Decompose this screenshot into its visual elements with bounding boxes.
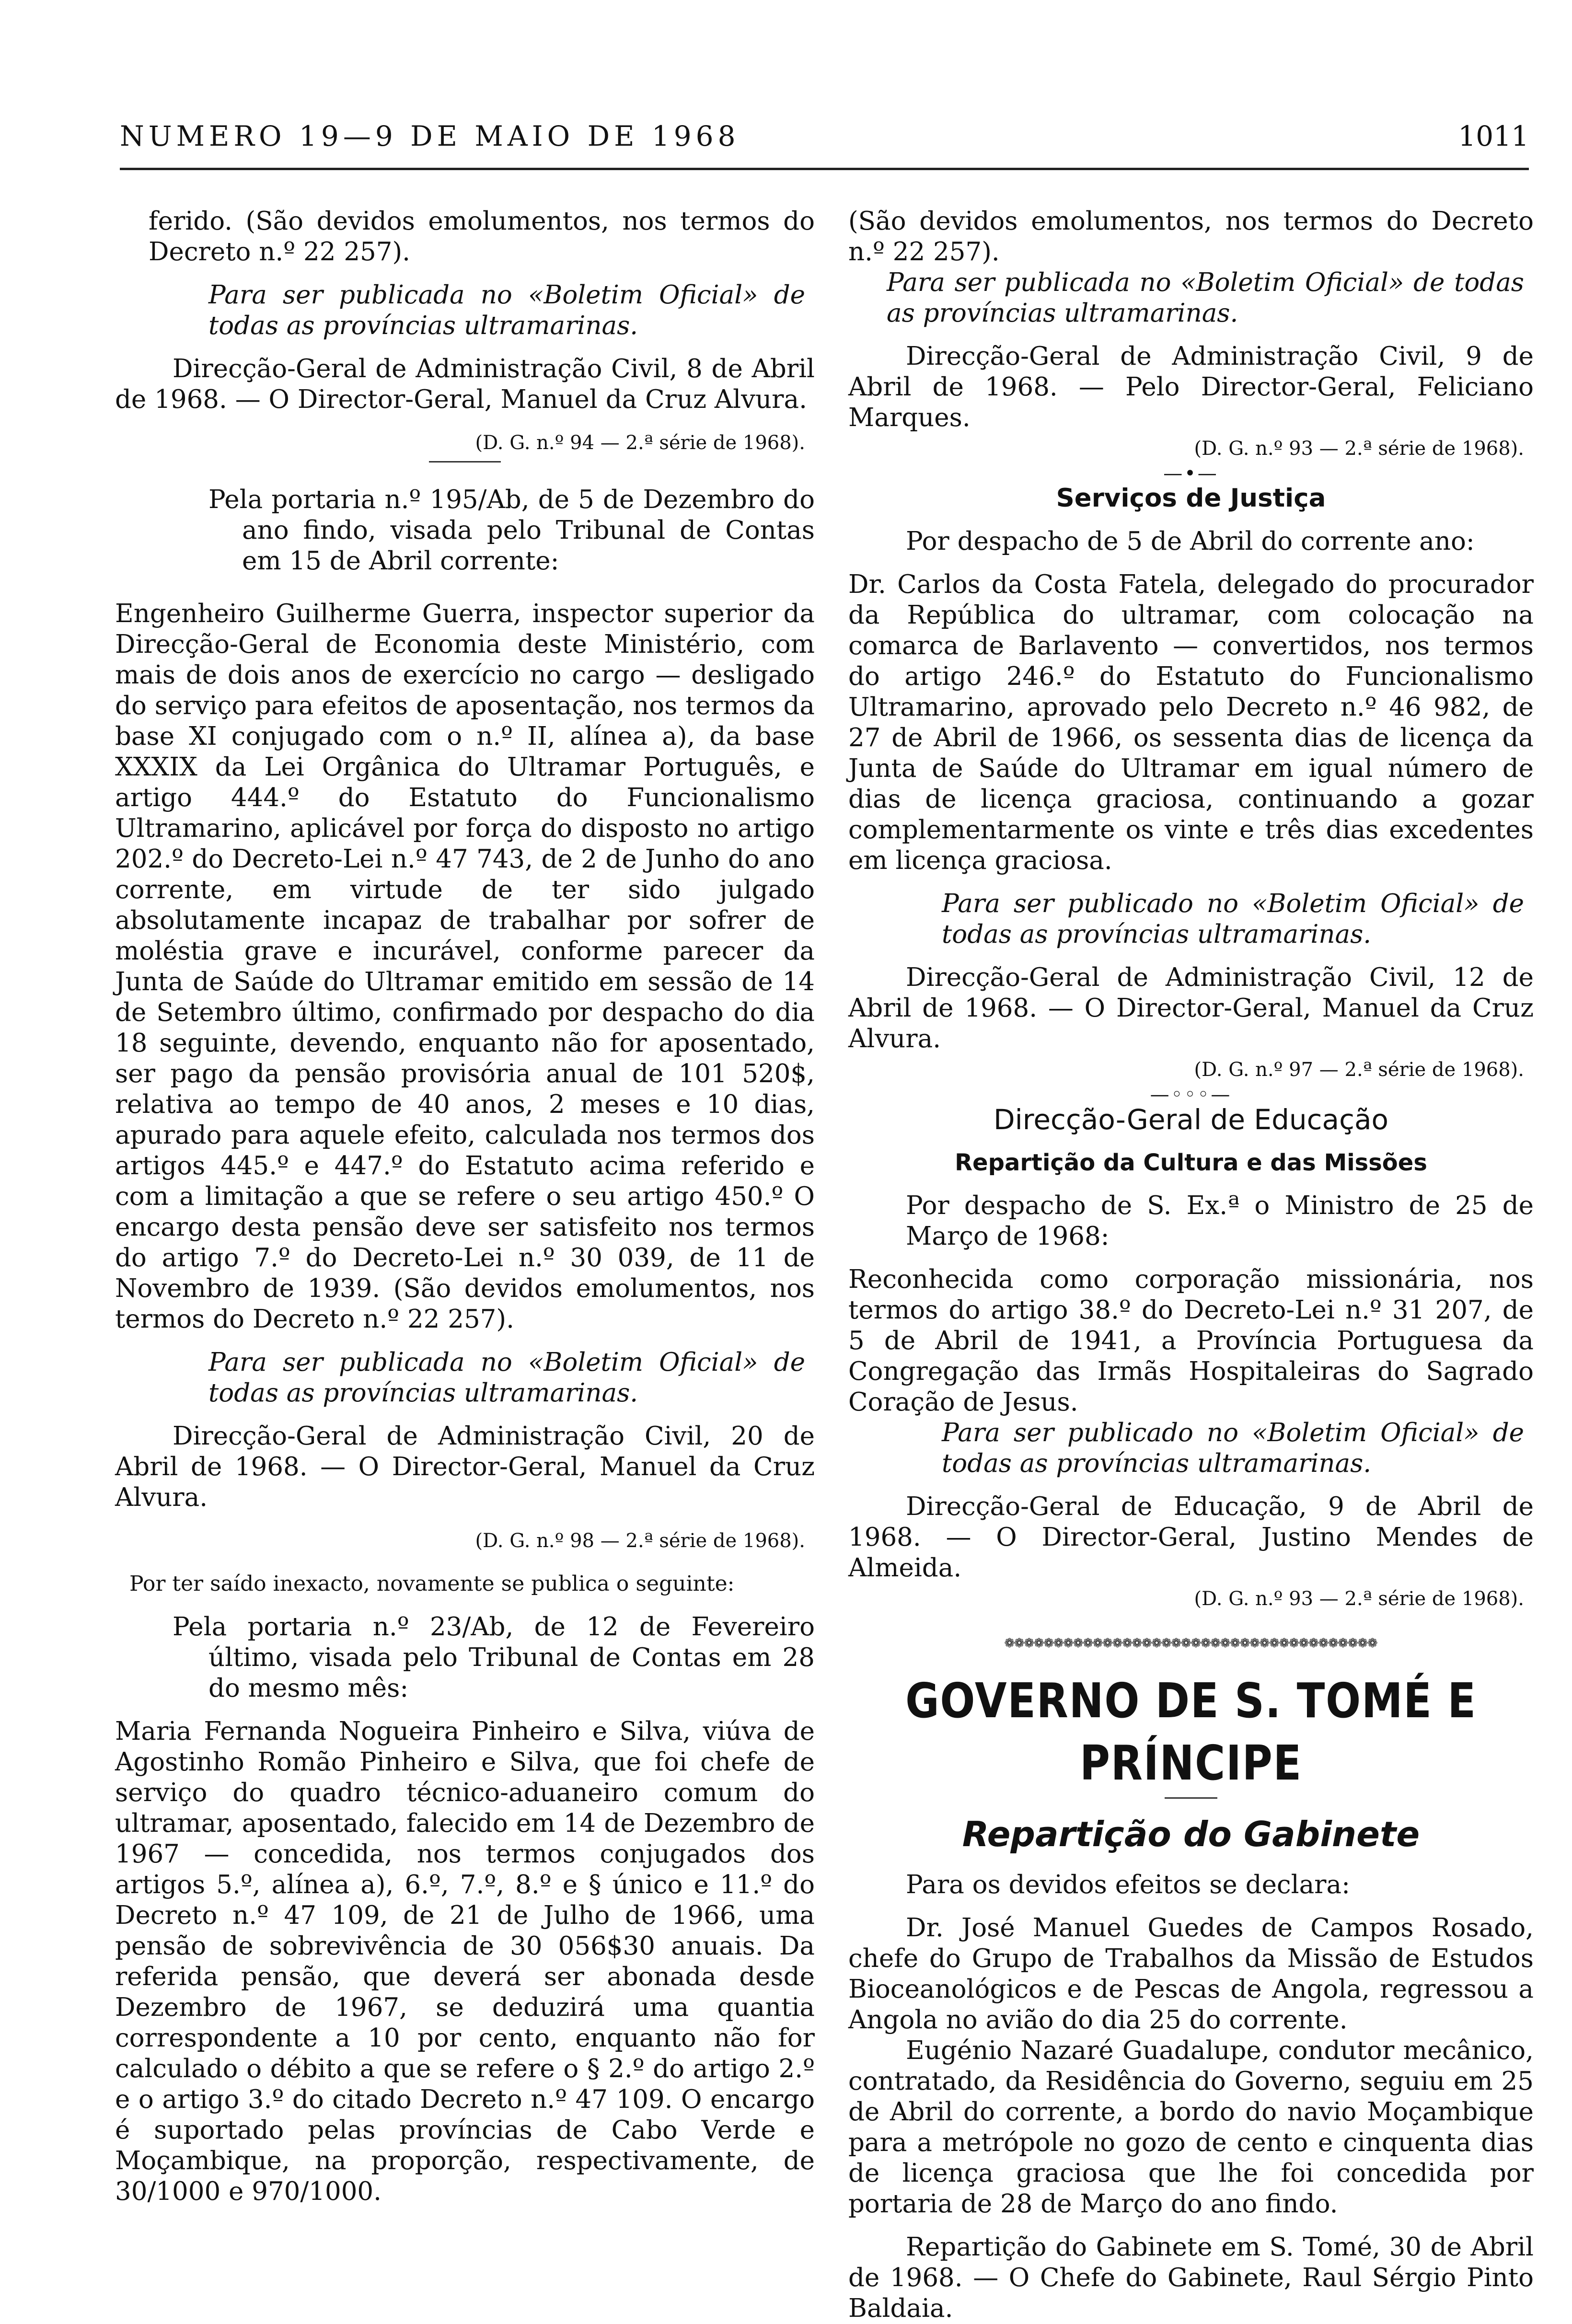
signature-line: Direcção-Geral de Administração Civil, 20 de Abril de 1968. — O Director-Geral, Manuel da Cruz Alvura.: [115, 1422, 815, 1512]
right-column: [848, 206, 1534, 2324]
signature-line: Direcção-Geral de Administração Civil, 8 de Abril de 1968. — O Director-Geral, Manuel da Cruz Alvura.: [115, 354, 815, 414]
publication-note: Para ser publicado no «Boletim Oficial» de todas as províncias ultramarinas.: [942, 1418, 1524, 1478]
gazette-citation: (D. G. n.º 97 — 2.ª série de 1968).: [1194, 1059, 1524, 1081]
portaria-intro: Pela portaria n.º 195/Ab, de 5 de Dezembro do ano findo, visada pelo Tribunal de Contas em 15 de Abril corrente:: [208, 485, 815, 576]
header-rule: [120, 168, 1529, 170]
office-title: Repartição do Gabinete: [962, 1814, 1420, 1854]
despacho-intro: Por despacho de 5 de Abril do corrente ano:: [906, 527, 1475, 556]
ornament-dash: —•—: [1163, 462, 1219, 485]
publication-note: Para ser publicada no «Boletim Oficial» de todas as províncias ultramarinas.: [887, 268, 1524, 328]
publication-note: Para ser publicada no «Boletim Oficial» de todas as províncias ultramarinas.: [208, 1348, 805, 1408]
reprint-note: Por ter saído inexacto, novamente se publica o seguinte:: [129, 1572, 735, 1596]
publication-note: Para ser publicado no «Boletim Oficial» de todas as províncias ultramarinas.: [942, 889, 1524, 949]
gazette-citation: (D. G. n.º 98 — 2.ª série de 1968).: [475, 1530, 805, 1552]
continued-paragraph: ferido. (São devidos emolumentos, nos termos do Decreto n.º 22 257).: [149, 207, 815, 266]
signature-line: Direcção-Geral de Educação, 9 de Abril de 1968. — O Director-Geral, Justino Mendes de Almeida.: [848, 1492, 1534, 1583]
gazette-citation: (D. G. n.º 93 — 2.ª série de 1968).: [1194, 1588, 1524, 1610]
portaria-body: Engenheiro Guilherme Guerra, inspector superior da Direcção-Geral de Economia deste Ministério, com mais de dois anos de exercício no cargo — desligado do serviço para efeitos de aposentação, nos termos da base XI conjugado com o n.º II, alínea a), da base XXXIX da Lei Orgânica do Ultramar Português, e artigo 444.º do Estatuto do Funcionalismo Ultramarino, aplicável por força do disposto no artigo 202.º do Decreto-Lei n.º 47 743, de 2 de Junho do ano corrente, em virtude de ter sido julgado absolutamente incapaz de trabalhar por sofrer de moléstia grave e incurável, conforme parecer da Junta de Saúde do Ultramar emitido em sessão de 14 de Setembro último, confirmado por despacho do dia 18 seguinte, devendo, enquanto não for aposentado, ser pago da pensão provisória anual de 101 520$, relativa ao tempo de 40 anos, 2 meses e 10 dias, apurado para aquele efeito, calculada nos termos dos artigos 445.º e 447.º do Estatuto acima referido e com a limitação a que se refere o seu artigo 450.º O encargo desta pensão deve ser satisfeito nos termos do artigo 7.º do Decreto-Lei n.º 30 039, de 11 de Novembro de 1939. (São devidos emolumentos, nos termos do Decreto n.º 22 257).: [115, 599, 815, 1334]
signature-line: Direcção-Geral de Administração Civil, 12 de Abril de 1968. — O Director-Geral, Manuel da Cruz Alvura.: [848, 963, 1534, 1053]
publication-note: Para ser publicada no «Boletim Oficial» de todas as províncias ultramarinas.: [208, 280, 805, 340]
despacho-body: Reconhecida como corporação missionária, nos termos do artigo 38.º do Decreto-Lei n.º 31 207, de 5 de Abril de 1941, a Província Portuguesa da Congregação das Irmãs Hospitaleiras do Sagrado Coração de Jesus.: [848, 1265, 1534, 1417]
section-heading-justice: Serviços de Justiça: [1056, 484, 1326, 513]
declaration-item: Dr. José Manuel Guedes de Campos Rosado, chefe do Grupo de Trabalhos da Missão de Estudos Bioceanológicos e de Pescas de Angola, regressou a Angola no avião do dia 25 do corrente.: [848, 1913, 1534, 2035]
signature-line: Repartição do Gabinete em S. Tomé, 30 de Abril de 1968. — O Chefe do Gabinete, Raul Sérgio Pinto Baldaia.: [848, 2232, 1534, 2323]
issue-line: NUMERO 19—9 DE MAIO DE 1968: [120, 120, 740, 152]
declaration-item: Eugénio Nazaré Guadalupe, condutor mecânico, contratado, da Residência do Governo, seguiu em 25 de Abril do corrente, a bordo do navio Moçambique para a metrópole no gozo de cento e cinquenta dias de licença graciosa que lhe foi concedida por portaria de 28 de Março do ano findo.: [848, 2036, 1534, 2219]
subsection-heading: Repartição da Cultura e das Missões: [955, 1149, 1427, 1176]
section-heading-education: Direcção-Geral de Educação: [993, 1103, 1389, 1136]
ornament-dash: —◦◦◦—: [1150, 1084, 1232, 1106]
government-title: GOVERNO DE S. TOMÉ E PRÍNCIPE: [905, 1673, 1477, 1791]
despacho-body: Dr. Carlos da Costa Fatela, delegado do procurador da República do ultramar, com colocação na comarca de Barlavento — convertidos, nos termos do artigo 246.º do Estatuto do Funcionalismo Ultramarino, aprovado pelo Decreto n.º 46 982, de 27 de Abril de 1966, os sessenta dias de licença da Junta de Saúde do Ultramar em igual número de dias de licença graciosa, continuando a gozar complementarmente os vinte e três dias excedentes em licença graciosa.: [848, 570, 1534, 875]
ornament-border: ❁❁❁❁❁❁❁❁❁❁❁❁❁❁❁❁❁❁❁❁❁❁❁❁❁❁❁❁❁❁❁❁❁❁❁❁❁❁: [1005, 1632, 1377, 1652]
portaria-intro: Pela portaria n.º 23/Ab, de 12 de Fevereiro último, visada pelo Tribunal de Contas em 28 do mesmo mês:: [173, 1612, 815, 1703]
gazette-citation: (D. G. n.º 94 — 2.ª série de 1968).: [475, 432, 805, 454]
left-column: [115, 206, 815, 2207]
running-header: [120, 120, 1529, 158]
continued-paragraph: (São devidos emolumentos, nos termos do Decreto n.º 22 257).: [848, 207, 1534, 266]
page-number: 1011: [1458, 120, 1529, 152]
portaria-body: Maria Fernanda Nogueira Pinheiro e Silva, viúva de Agostinho Romão Pinheiro e Silva, que foi chefe de serviço do quadro técnico-aduaneiro comum do ultramar, aposentado, falecido em 14 de Dezembro de 1967 — concedida, nos termos conjugados dos artigos 5.º, alínea a), 6.º, 7.º, 8.º e § único e 11.º do Decreto n.º 47 109, de 21 de Julho de 1966, uma pensão de sobrevivência de 30 056$30 anuais. Da referida pensão, que deverá ser abonada desde Dezembro de 1967, se deduzirá uma quantia correspondente a 10 por cento, enquanto não for calculado o débito a que se refere o § 2.º do artigo 2.º e o artigo 3.º do citado Decreto n.º 47 109. O encargo é suportado pelas províncias de Cabo Verde e Moçambique, na proporção, respectivamente, de 30/1000 e 970/1000.: [115, 1717, 815, 2206]
signature-line: Direcção-Geral de Administração Civil, 9 de Abril de 1968. — Pelo Director-Geral, Feliciano Marques.: [848, 342, 1534, 432]
declaration-intro: Para os devidos efeitos se declara:: [906, 1870, 1350, 1899]
gazette-citation: (D. G. n.º 93 — 2.ª série de 1968).: [1194, 438, 1524, 460]
despacho-intro: Por despacho de S. Ex.ª o Ministro de 25 de Março de 1968:: [906, 1191, 1534, 1251]
